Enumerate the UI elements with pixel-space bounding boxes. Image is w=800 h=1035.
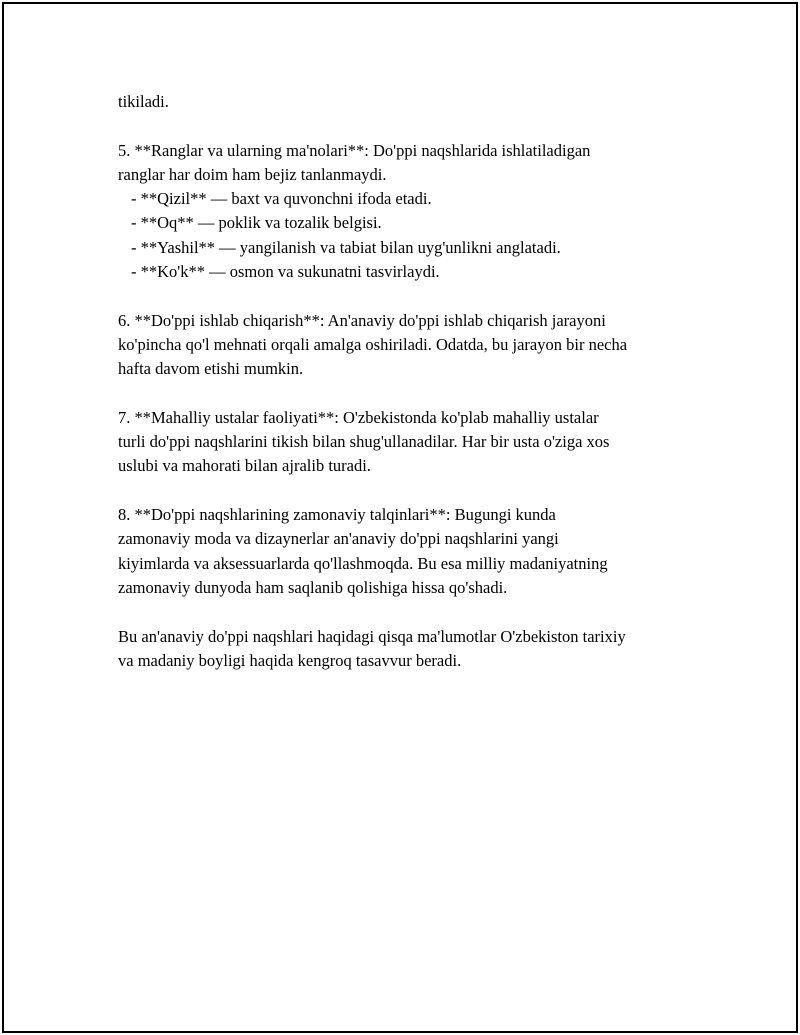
text-line: 6. **Do'ppi ishlab chiqarish**: An'anaviy do'ppi ishlab chiqarish jarayoni (118, 310, 606, 330)
paragraph-masters (118, 406, 718, 479)
text-line: Bu an'anaviy do'ppi naqshlari haqidagi qisqa ma'lumotlar O'zbekiston tarixiy (118, 626, 626, 646)
list-item: - **Oq** — poklik va tozalik belgisi. (131, 213, 382, 233)
list-item: - **Ko'k** — osmon va sukunatni tasvirlaydi. (131, 262, 440, 282)
paragraph-conclusion (118, 625, 718, 674)
paragraph-gap (118, 479, 718, 503)
paragraph-production (118, 309, 718, 382)
list-item: - **Yashil** — yangilanish va tabiat bilan uyg'unlikni anglatadi. (131, 237, 561, 257)
text-line: hafta davom etishi mumkin. (118, 359, 304, 379)
text-line: tikiladi. (118, 92, 169, 111)
color-list (118, 187, 718, 284)
text-line: 5. **Ranglar va ularning ma'nolari**: Do'ppi naqshlarida ishlatiladigan (118, 140, 591, 160)
text-line: va madaniy boyligi haqida kengroq tasavvur beradi. (118, 650, 462, 670)
text-line: 8. **Do'ppi naqshlarining zamonaviy talqinlari**: Bugungi kunda (118, 505, 556, 525)
text-line: zamonaviy dunyoda ham saqlanib qolishiga hissa qo'shadi. (118, 577, 508, 597)
paragraph-gap (118, 382, 718, 406)
text-line: uslubi va mahorati bilan ajralib turadi. (118, 456, 371, 476)
text-line: 7. **Mahalliy ustalar faoliyati**: O'zbekistonda ko'plab mahalliy ustalar (118, 407, 599, 427)
list-item: - **Qizil** — baxt va quvonchni ifoda etadi. (131, 189, 432, 209)
text-line: ko'pincha qo'l mehnati orqali amalga oshiriladi. Odatda, bu jarayon bir necha (118, 334, 628, 354)
document-body (118, 90, 718, 673)
text-line: turli do'ppi naqshlarini tikish bilan shug'ullanadilar. Har bir usta o'ziga xos (118, 432, 610, 452)
text-line: kiyimlarda va aksessuarlarda qo'llashmoqda. Bu esa milliy madaniyatning (118, 553, 608, 573)
paragraph-continuation (118, 90, 718, 114)
paragraph-gap (118, 284, 718, 308)
text-line: zamonaviy moda va dizaynerlar an'anaviy do'ppi naqshlarini yangi (118, 529, 559, 549)
paragraph-modern (118, 503, 718, 600)
paragraph-gap (118, 114, 718, 138)
text-line: ranglar har doim ham bejiz tanlanmaydi. (118, 164, 387, 184)
paragraph-colors (118, 139, 718, 188)
paragraph-gap (118, 600, 718, 624)
